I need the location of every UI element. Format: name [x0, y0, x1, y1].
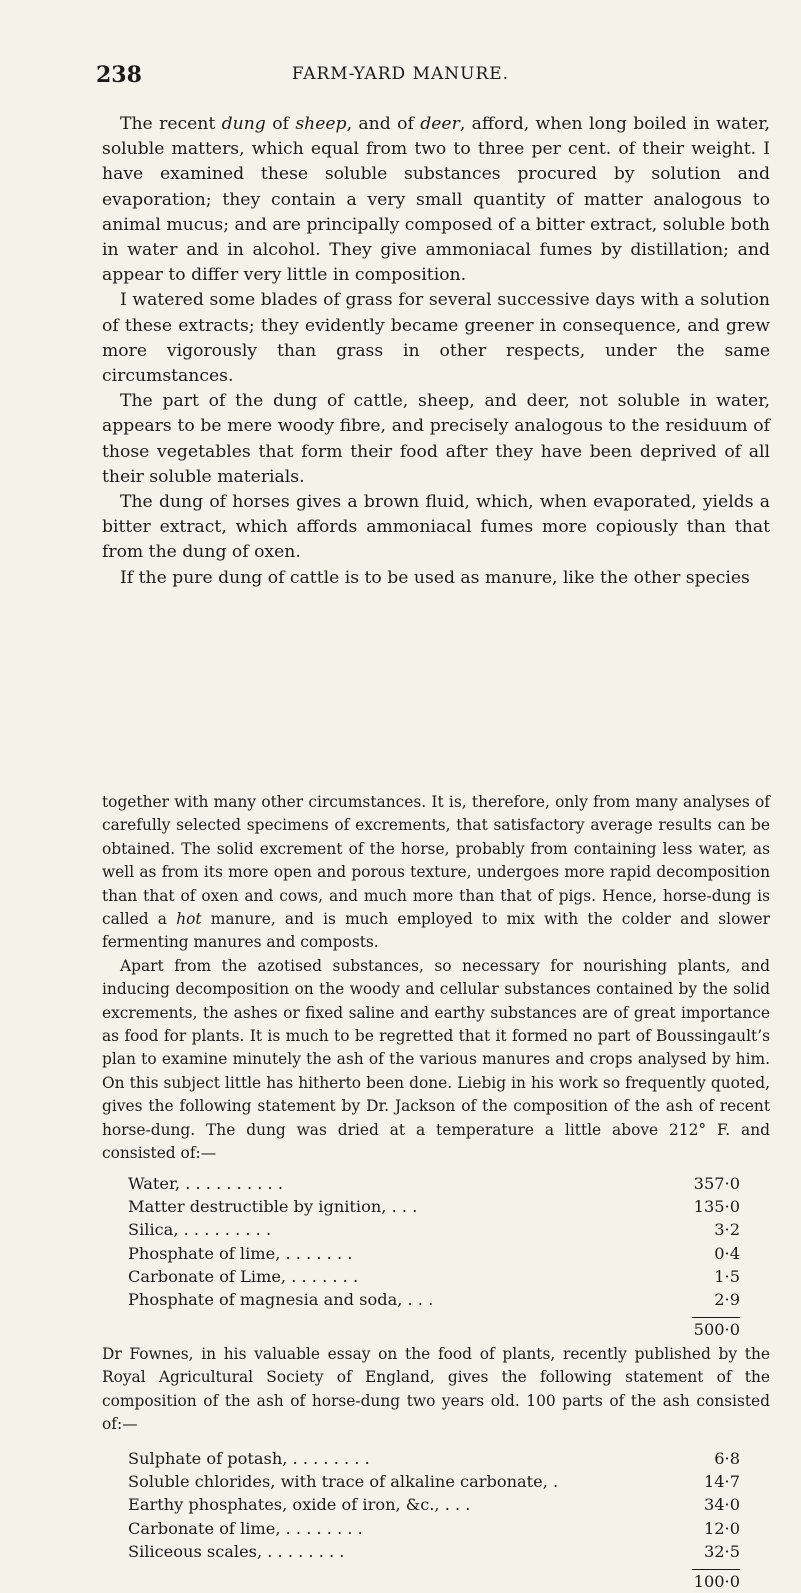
- horse-dung-ash-table-fownes: [128, 1447, 740, 1593]
- text-run: , and of: [346, 114, 421, 134]
- page-header: [96, 62, 705, 88]
- row-value: 2·9: [714, 1290, 740, 1310]
- text-run: manure, and is much employed to mix with the colder and slower fermenting manures and composts.: [102, 910, 770, 952]
- text-run: The dung of horses gives a brown fluid, which, when evaporated, yields a bitter extract, which affords ammoniacal fumes more copiously than that from the dung of oxen.: [102, 492, 770, 563]
- text-run: , afford, when long boiled in water, soluble matters, which equal from two to three per cent. of their weight. I have examined these soluble substances procured by solution and evaporation; they contain a very small quantity of matter analogous to animal mucus; and are principally composed of a bitter extract, soluble both in water and in alcohol. They give ammoniacal fumes by distillation; and appear to differ very little in composition.: [102, 114, 770, 286]
- italic-text-run: hot: [176, 910, 202, 929]
- lower-text-block: [102, 791, 770, 1166]
- text-run: Apart from the azotised substances, so necessary for nourishing plants, and inducing decomposition on the woody and cellular substances contained by the solid excrements, the ashes or fixed saline and earthy substances are of great importance as food for plants. It is much to be regretted that it formed no part of Boussingault’s plan to examine minutely the ash of the various manures and crops analysed by him. On this subject little has hitherto been done. Liebig in his work so frequently quoted, gives the following statement by Dr. Jackson of the composition of the ash of recent horse-dung. The dung was dried at a temperature a little above 212° F. and consisted of:—: [102, 956, 770, 1163]
- table-row: [128, 1242, 740, 1265]
- table-row: [128, 1540, 740, 1563]
- italic-text-run: sheep: [295, 114, 347, 134]
- row-value: 3·2: [714, 1220, 740, 1240]
- paragraph: [102, 1343, 770, 1437]
- row-value: 14·7: [703, 1472, 740, 1492]
- running-title: FARM-YARD MANURE.: [291, 64, 510, 84]
- row-value: 6·8: [714, 1449, 740, 1468]
- italic-text-run: dung: [221, 114, 266, 134]
- table-total: 100·0: [693, 1572, 740, 1592]
- table-row: [128, 1447, 740, 1470]
- table-row: [128, 1172, 740, 1195]
- table-row: [128, 1288, 740, 1311]
- row-label: Phosphate of lime, . . . . . . .: [128, 1243, 353, 1263]
- text-run: of: [265, 114, 296, 134]
- paragraph: [102, 490, 770, 566]
- table-row: [128, 1517, 740, 1540]
- fownes-paragraph: [102, 1343, 770, 1437]
- row-value: 12·0: [703, 1518, 740, 1538]
- row-label: Earthy phosphates, oxide of iron, &c., . . .: [128, 1495, 471, 1515]
- horse-dung-ash-table-jackson: [128, 1172, 740, 1341]
- row-label: Sulphate of potash, . . . . . . . .: [128, 1449, 370, 1468]
- row-value: 34·0: [703, 1495, 740, 1515]
- row-label: Silica, . . . . . . . . .: [128, 1220, 272, 1240]
- paragraph: [102, 955, 770, 1166]
- text-run: If the pure dung of cattle is to be used as manure, like the other species: [120, 567, 750, 588]
- row-value: 32·5: [703, 1541, 740, 1561]
- row-value: 1·5: [714, 1266, 740, 1286]
- text-run: I watered some blades of grass for several successive days with a solution of these extracts; they evidently became greener in consequence, and grew more vigorously than grass in other respects, under the same circumstances.: [102, 290, 770, 387]
- table-total: 500·0: [693, 1320, 740, 1340]
- row-value: 135·0: [693, 1197, 740, 1217]
- paragraph: [102, 566, 770, 591]
- row-label: Carbonate of lime, . . . . . . . .: [128, 1518, 363, 1538]
- paragraph: [102, 791, 770, 955]
- table-row: [128, 1265, 740, 1288]
- page-number: 238: [96, 62, 142, 88]
- row-label: Carbonate of Lime, . . . . . . .: [128, 1266, 359, 1286]
- text-run: The part of the dung of cattle, sheep, and deer, not soluble in water, appears to be mere woody fibre, and precisely analogous to the residuum of those vegetables that form their food after they have been deprived of all their soluble materials.: [102, 391, 770, 487]
- text-run: together with many other circumstances. It is, therefore, only from many analyses of carefully selected specimens of excrements, that satisfactory average results can be obtained. The solid excrement of the horse, probably from containing less water, as well as from its more open and porous texture, undergoes more rapid decomposition than that of oxen and cows, and much more than that of pigs. Hence, horse-dung is called a: [102, 793, 770, 929]
- paragraph: [102, 288, 770, 389]
- text-run: The recent: [120, 114, 222, 134]
- paragraph: [102, 112, 770, 288]
- table-row: [128, 1218, 740, 1241]
- row-label: Water, . . . . . . . . . .: [128, 1174, 283, 1193]
- upper-text-block: [102, 112, 770, 591]
- italic-text-run: deer: [420, 114, 460, 134]
- row-label: Siliceous scales, . . . . . . . .: [128, 1541, 345, 1561]
- table-row: [128, 1493, 740, 1516]
- text-run: Dr Fownes, in his valuable essay on the food of plants, recently published by the Royal Agricultural Society of England, gives the following statement of the composition of the ash of horse-dung two years old. 100 parts of the ash consisted of:—: [102, 1345, 770, 1434]
- row-value: 0·4: [714, 1243, 740, 1263]
- row-label: Soluble chlorides, with trace of alkaline carbonate, .: [128, 1472, 559, 1492]
- table-row: [128, 1195, 740, 1218]
- row-value: 357·0: [693, 1174, 740, 1193]
- row-label: Matter destructible by ignition, . . .: [128, 1197, 418, 1217]
- table-row: [128, 1470, 740, 1493]
- row-label: Phosphate of magnesia and soda, . . .: [128, 1290, 434, 1310]
- paragraph: [102, 389, 770, 490]
